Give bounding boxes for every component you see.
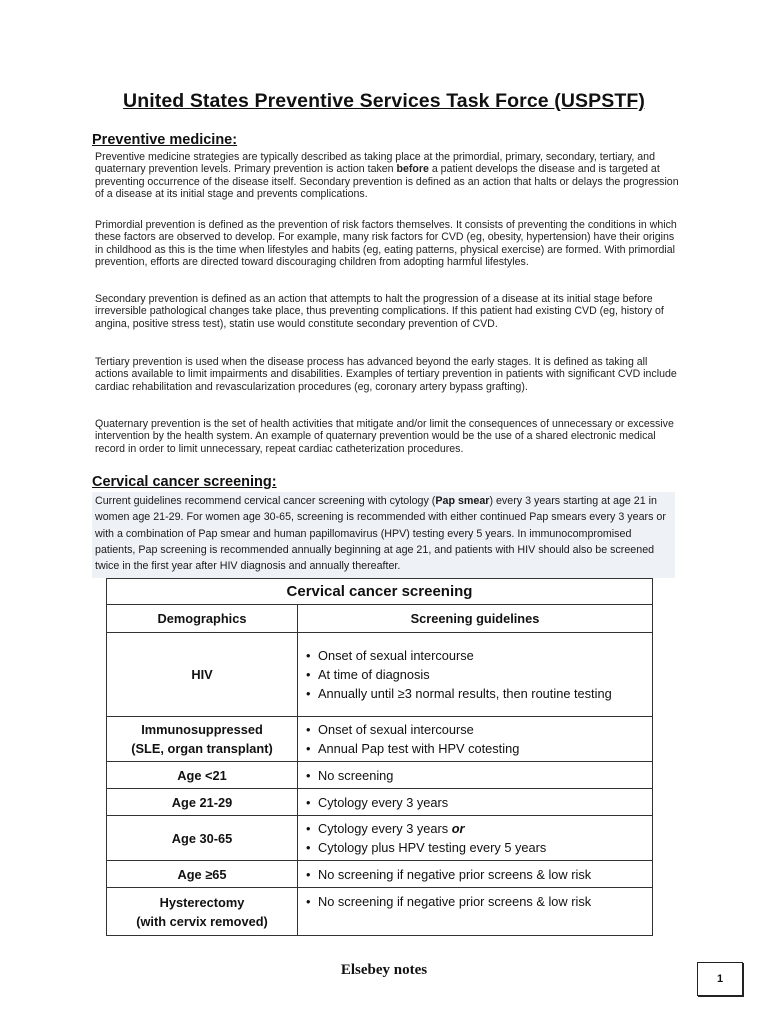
cervical-text-start: Current guidelines recommend cervical cancer screening with cytology ( (95, 495, 436, 507)
table-row (107, 888, 653, 936)
demographic-cell: Age 21-29 (107, 789, 298, 816)
list-item: • Annually until ≥3 normal results, then routine testing (318, 684, 646, 703)
cervical-screening-table (106, 578, 653, 936)
guideline-cell (298, 861, 653, 888)
paragraph-prevention-levels (95, 151, 680, 201)
table-row (107, 717, 653, 762)
demographic-cell: Age 30-65 (107, 816, 298, 861)
list-item: • No screening (318, 766, 646, 785)
demographic-cell: HIV (107, 633, 298, 717)
guideline-cell (298, 717, 653, 762)
table-row (107, 789, 653, 816)
paragraph-cervical-guidelines (95, 493, 673, 574)
demographic-cell (107, 717, 298, 762)
paragraph-tertiary: Tertiary prevention is used when the disease process has advanced beyond the early stages. It is defined as taking all actions available to limit impairments and disabilities. Examples of tertiary prevention in patients with significant CVD include cardiac rehabilitation and revascularization procedures (eg, coronary artery bypass grafting). (95, 356, 677, 393)
cervical-bold-pap-smear: Pap smear (435, 495, 490, 507)
table-caption-row (107, 579, 653, 605)
demographic-subline: (with cervix removed) (136, 913, 268, 929)
footer-notes: Elsebey notes (340, 962, 428, 978)
table-row (107, 861, 653, 888)
guideline-bold-or: or (451, 821, 465, 836)
list-item: • No screening if negative prior screens & low risk (318, 865, 646, 884)
list-item: • Onset of sexual intercourse (318, 720, 646, 739)
guideline-text: Cytology every 3 years (318, 821, 452, 836)
page-number: 1 (697, 962, 743, 996)
preventive-medicine-heading: Preventive medicine: (92, 132, 238, 148)
column-header-guidelines: Screening guidelines (298, 605, 653, 633)
demographic-line: Hysterectomy (159, 894, 245, 910)
list-item: • At time of diagnosis (318, 665, 646, 684)
list-item (318, 819, 646, 838)
guideline-cell (298, 789, 653, 816)
demographic-cell (107, 888, 298, 936)
guideline-cell (298, 888, 653, 936)
guideline-cell (298, 633, 653, 717)
p1-text-end: a patient develops the disease and is targeted at preventing occurrence of the disease itself. Secondary prevention is defined as an action that halts or delays the progression of a disease at its initial stage and prevents complications. (95, 163, 679, 201)
column-header-demographics: Demographics (107, 605, 298, 633)
p1-bold-before: before (396, 163, 429, 176)
paragraph-primordial: Primordial prevention is defined as the prevention of risk factors themselves. It consists of preventing the conditions in which these factors are observed to develop. For example, many risk factors for CVD (eg, obesity, hypertension) have their origins in childhood as this is the time when lifestyles and habits (eg, eating patterns, physical exercise) are formed. With primordial prevention, efforts are directed toward discouraging children from adopting harmful lifestyles. (95, 219, 677, 269)
page-title: United States Preventive Services Task Force (USPSTF) (123, 90, 645, 112)
table-caption: Cervical cancer screening (107, 579, 653, 605)
paragraph-quaternary: Quaternary prevention is the set of health activities that mitigate and/or limit the consequences of unnecessary or excessive intervention by the health system. An example of quaternary prevention would be the use of a shared electronic medical record in order to limit unnecessary, repeat cardiac catheterization procedures. (95, 418, 674, 455)
demographic-subline: (SLE, organ transplant) (131, 741, 273, 756)
list-item: • Onset of sexual intercourse (318, 646, 646, 665)
guideline-cell (298, 762, 653, 789)
table-row (107, 816, 653, 861)
demographic-line: Immunosuppressed (141, 722, 263, 737)
table-header-row (107, 605, 653, 633)
p1-text-start: Preventive medicine strategies are typically described as taking place at the primordial, primary, secondary, tertiary, and quaternary prevention levels. Primary prevention is action taken (95, 151, 655, 176)
list-item: • Cytology plus HPV testing every 5 years (318, 838, 646, 857)
cervical-text-end: ) every 3 years starting at age 21 in women age 21-29. For women age 30-65, screening is recommended with either continued Pap smears every 3 years or with a combination of Pap smear and human papillomavirus (HPV) testing every 5 years. In immunocompromised patients, Pap screening is recommended annually beginning at age 21, and patients with HIV should also be screened twice in the first year after HIV diagnosis and annually thereafter. (95, 495, 666, 573)
demographic-cell: Age <21 (107, 762, 298, 789)
cervical-screening-heading: Cervical cancer screening: (92, 474, 277, 490)
guideline-cell (298, 816, 653, 861)
table-row (107, 633, 653, 717)
list-item: • No screening if negative prior screens & low risk (318, 892, 646, 911)
demographic-cell: Age ≥65 (107, 861, 298, 888)
list-item: • Annual Pap test with HPV cotesting (318, 739, 646, 758)
list-item: • Cytology every 3 years (318, 793, 646, 812)
paragraph-secondary: Secondary prevention is defined as an action that attempts to halt the progression of a disease at its initial stage before irreversible pathological changes take place, thus preventing complications. If this patient had existing CVD (eg, history of angina, positive stress test), statin use would constitute secondary prevention of CVD. (95, 293, 664, 330)
table-row (107, 762, 653, 789)
